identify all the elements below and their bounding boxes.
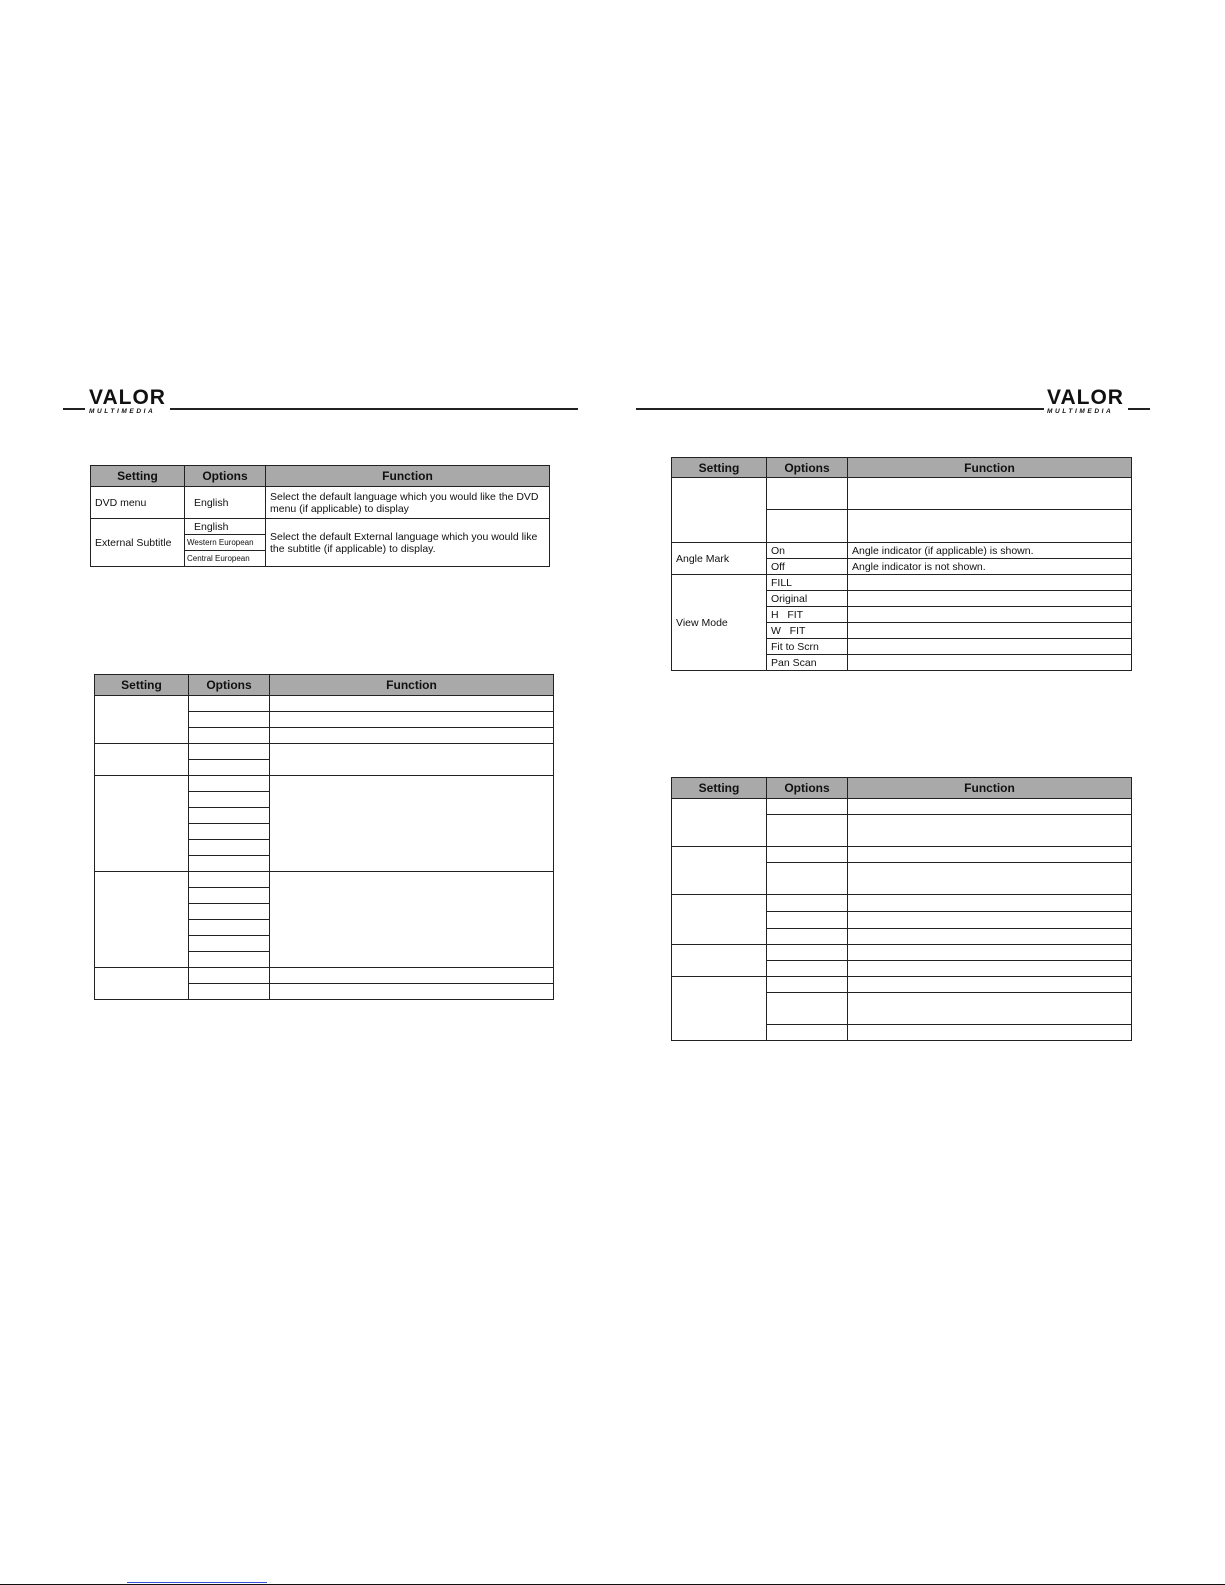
option-cell xyxy=(189,696,270,712)
function-cell xyxy=(848,929,1132,945)
header-rule xyxy=(636,408,1044,410)
function-cell xyxy=(270,968,554,984)
function-cell: Select the default language which you would like the DVD menu (if applicable) to display xyxy=(266,487,550,519)
option-cell: Pan Scan xyxy=(767,655,848,671)
option-cell xyxy=(767,815,848,847)
option-cell xyxy=(189,776,270,792)
function-cell: Angle indicator (if applicable) is shown. xyxy=(848,543,1132,559)
settings-table-2 xyxy=(94,674,554,1000)
table-header-row xyxy=(95,675,554,696)
valor-logo-left xyxy=(89,387,166,416)
table-row xyxy=(672,543,1132,559)
option-cell xyxy=(189,760,270,776)
option-cell: Western European xyxy=(185,535,266,551)
logo-brand: VALOR xyxy=(89,386,166,409)
function-cell xyxy=(848,639,1132,655)
option-cell xyxy=(189,856,270,872)
function-cell xyxy=(270,712,554,728)
header-options: Options xyxy=(189,675,270,696)
option-cell xyxy=(189,888,270,904)
table-row xyxy=(95,968,554,984)
option-cell xyxy=(767,977,848,993)
header-options: Options xyxy=(767,778,848,799)
option-cell: Central European xyxy=(185,551,266,567)
table-row xyxy=(91,487,550,519)
option-cell xyxy=(189,840,270,856)
table-row xyxy=(91,519,550,535)
table-row xyxy=(95,776,554,792)
option-cell: On xyxy=(767,543,848,559)
footer-link-underline xyxy=(127,1582,267,1583)
function-cell xyxy=(848,1025,1132,1041)
option-cell xyxy=(189,744,270,760)
option-cell: English xyxy=(185,487,266,519)
function-cell xyxy=(848,607,1132,623)
function-cell xyxy=(848,799,1132,815)
header-function: Function xyxy=(270,675,554,696)
option-cell xyxy=(767,863,848,895)
table-header-row xyxy=(672,778,1132,799)
setting-cell xyxy=(672,847,767,895)
function-cell: Select the default External language which you would like the subtitle (if applicable) to display. xyxy=(266,519,550,567)
function-cell xyxy=(848,912,1132,929)
function-cell xyxy=(848,993,1132,1025)
option-cell xyxy=(189,952,270,968)
setting-cell: External Subtitle xyxy=(91,519,185,567)
function-cell xyxy=(848,815,1132,847)
function-cell xyxy=(270,776,554,872)
function-cell xyxy=(270,872,554,968)
setting-cell xyxy=(672,895,767,945)
option-cell xyxy=(189,984,270,1000)
function-cell xyxy=(848,575,1132,591)
header-setting: Setting xyxy=(91,466,185,487)
option-cell xyxy=(767,847,848,863)
option-cell xyxy=(767,799,848,815)
option-cell xyxy=(189,712,270,728)
header-setting: Setting xyxy=(95,675,189,696)
option-cell xyxy=(767,945,848,961)
option-cell xyxy=(767,961,848,977)
setting-cell: View Mode xyxy=(672,575,767,671)
table-header-row xyxy=(91,466,550,487)
table-row xyxy=(95,872,554,888)
header-function: Function xyxy=(848,458,1132,478)
function-cell xyxy=(848,478,1132,510)
option-cell: Fit to Scrn xyxy=(767,639,848,655)
setting-cell xyxy=(672,977,767,1041)
option-cell xyxy=(189,936,270,952)
header-setting: Setting xyxy=(672,458,767,478)
setting-cell xyxy=(672,945,767,977)
table-row xyxy=(672,895,1132,912)
header-rule xyxy=(170,408,578,410)
table-row xyxy=(672,977,1132,993)
table-row xyxy=(95,696,554,712)
header-options: Options xyxy=(185,466,266,487)
settings-table-4 xyxy=(671,777,1132,1041)
option-cell: Original xyxy=(767,591,848,607)
setting-cell xyxy=(95,696,189,744)
function-cell xyxy=(848,961,1132,977)
logo-subtitle: MULTIMEDIA xyxy=(89,408,156,415)
table-row xyxy=(672,945,1132,961)
header-options: Options xyxy=(767,458,848,478)
option-cell xyxy=(189,904,270,920)
setting-cell xyxy=(95,872,189,968)
table-row xyxy=(95,744,554,760)
header-rule xyxy=(63,408,85,410)
setting-cell xyxy=(95,776,189,872)
option-cell xyxy=(189,872,270,888)
function-cell xyxy=(848,977,1132,993)
function-cell xyxy=(848,847,1132,863)
function-cell xyxy=(848,623,1132,639)
function-cell xyxy=(848,945,1132,961)
option-cell: FILL xyxy=(767,575,848,591)
option-cell xyxy=(189,728,270,744)
option-cell: English xyxy=(185,519,266,535)
option-cell xyxy=(767,993,848,1025)
option-cell xyxy=(189,920,270,936)
setting-cell xyxy=(672,478,767,543)
function-cell xyxy=(848,655,1132,671)
header-setting: Setting xyxy=(672,778,767,799)
function-cell xyxy=(270,696,554,712)
function-cell xyxy=(848,510,1132,543)
option-cell: H FIT xyxy=(767,607,848,623)
table-row xyxy=(672,847,1132,863)
table-row xyxy=(672,478,1132,510)
function-cell xyxy=(270,728,554,744)
option-cell xyxy=(767,478,848,510)
header-function: Function xyxy=(848,778,1132,799)
option-cell xyxy=(767,929,848,945)
header-function: Function xyxy=(266,466,550,487)
option-cell xyxy=(767,1025,848,1041)
option-cell xyxy=(189,968,270,984)
option-cell xyxy=(189,824,270,840)
option-cell xyxy=(767,895,848,912)
option-cell xyxy=(189,792,270,808)
function-cell xyxy=(848,591,1132,607)
option-cell: W FIT xyxy=(767,623,848,639)
setting-cell xyxy=(95,744,189,776)
valor-logo-right xyxy=(1047,387,1124,416)
option-cell xyxy=(189,808,270,824)
language-settings-table xyxy=(90,465,550,567)
header-rule xyxy=(1128,408,1150,410)
setting-cell: Angle Mark xyxy=(672,543,767,575)
option-cell: Off xyxy=(767,559,848,575)
logo-brand: VALOR xyxy=(1047,386,1124,409)
function-cell xyxy=(270,744,554,776)
setting-cell xyxy=(672,799,767,847)
table-row xyxy=(672,575,1132,591)
function-cell xyxy=(848,895,1132,912)
function-cell xyxy=(270,984,554,1000)
table-row xyxy=(672,799,1132,815)
function-cell: Angle indicator is not shown. xyxy=(848,559,1132,575)
setting-cell: DVD menu xyxy=(91,487,185,519)
table-header-row xyxy=(672,458,1132,478)
view-settings-table xyxy=(671,457,1132,671)
setting-cell xyxy=(95,968,189,1000)
function-cell xyxy=(848,863,1132,895)
option-cell xyxy=(767,510,848,543)
logo-subtitle: MULTIMEDIA xyxy=(1047,408,1114,415)
option-cell xyxy=(767,912,848,929)
